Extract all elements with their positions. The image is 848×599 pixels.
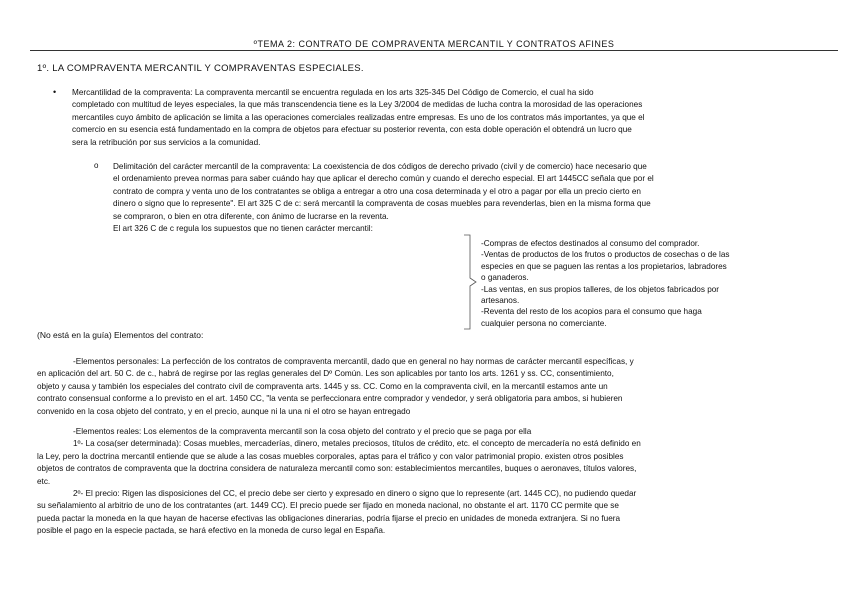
text-line: completado con multitud de leyes especiales, la que más transcendencia tiene es la Ley 3/2004 de medidas de lucha contra la morosidad de las operaciones bbox=[72, 100, 643, 110]
text-line: 2º- El precio: Rigen las disposiciones del CC, el precio debe ser cierto y expresado en dinero o signo que lo represente (art. 1445 CC), no pudiendo quedar bbox=[73, 489, 637, 499]
list-item: o ganaderos. bbox=[481, 273, 529, 283]
text-line: objetos de contratos de compraventa que la doctrina considera de naturaleza mercantil como son: establecimientos mercantiles, buques o aeronaves, títulos valores, bbox=[37, 464, 637, 474]
document-header: ºTEMA 2: CONTRATO DE COMPRAVENTA MERCANTIL Y CONTRATOS AFINES bbox=[253, 39, 615, 49]
list-item: especies en que se paguen las rentas a los propietarios, labradores bbox=[481, 261, 727, 271]
list-item: artesanos. bbox=[481, 296, 520, 306]
text-line: se compraron, o bien en otra diferente, con ánimo de lucrarse en la reventa. bbox=[113, 211, 389, 221]
text-line: Mercantilidad de la compraventa: La compraventa mercantil se encuentra regulada en los arts 325-345 Del Código de Comercio, el cual ha sido bbox=[72, 88, 594, 97]
text-line: posible el pago en la especie pactada, se hará efectivo en la moneda de curso legal en España. bbox=[37, 526, 386, 536]
bullet-mercantilidad bbox=[72, 87, 812, 149]
text-line: sera la retribución por sus servicios a la comunidad. bbox=[72, 137, 261, 147]
header-divider bbox=[30, 50, 838, 51]
text-line: comercio en su esencia está fundamentado en la compra de objetos para efectuar su posterior reventa, con esta doble operación el obtendrá un lucro que bbox=[72, 125, 632, 135]
sub-bullet-marker: o bbox=[94, 161, 99, 170]
list-item: cualquier persona no comerciante. bbox=[481, 318, 607, 328]
text-line: pueda pactar la moneda en la que hayan de hacerse efectivas las obligaciones dinerarias, podría fijarse el precio en unidades de moneda extranjera. Si no fuera bbox=[37, 513, 621, 523]
text-line: etc. bbox=[37, 476, 51, 486]
section-heading: 1º. LA COMPRAVENTA MERCANTIL Y COMPRAVENTAS ESPECIALES. bbox=[37, 63, 364, 74]
text-line: El art 326 C de c regula los supuestos que no tienen carácter mercantil: bbox=[113, 224, 373, 234]
list-item: -Reventa del resto de los acopios para el consumo que haga bbox=[481, 307, 702, 317]
bullet-marker: • bbox=[53, 87, 57, 97]
elements-note: (No está en la guía) Elementos del contrato: bbox=[37, 330, 204, 340]
text-line: en aplicación del art. 50 C. de c., habrá de regirse por las reglas generales del Dº Común. Les son aplicables por tanto los arts. 1261 y ss. CC, consentimiento, bbox=[37, 369, 614, 379]
text-line: 1º- La cosa(ser determinada): Cosas muebles, mercaderías, dinero, metales preciosos, títulos de crédito, etc. el concepto de mercadería no está definido en bbox=[73, 439, 641, 449]
text-line: la Ley, pero la doctrina mercantil entiende que se alude a las cosas muebles corporales, aptas para el tráfico y con valor patrimonial propio. existen otros posibles bbox=[37, 451, 624, 461]
list-item: -Las ventas, en sus propios talleres, de los objetos fabricados por bbox=[481, 284, 720, 294]
list-item: -Ventas de productos de los frutos o productos de cosechas o de las bbox=[481, 250, 730, 260]
text-line: su señalamiento al arbitrio de uno de los contratantes (art. 1449 CC). El precio puede ser fijado en moneda nacional, no obstante el art. 1170 CC permite que se bbox=[37, 501, 619, 511]
sub-bullet-delimitacion bbox=[113, 161, 813, 235]
brace-icon bbox=[462, 234, 478, 330]
text-line: -Elementos reales: Los elementos de la compraventa mercantil son la cosa objeto del contrato y el precio que se paga por ella bbox=[73, 427, 532, 436]
text-line: convenido en la cosa objeto del contrato, y en el precio, aunque ni la una ni el otro se hayan entregado bbox=[37, 406, 411, 416]
text-line: Delimitación del carácter mercantil de la compraventa: La coexistencia de dos códigos de derecho privado (civil y de comercio) hace necesario que bbox=[113, 162, 647, 171]
exceptions-list bbox=[481, 238, 811, 329]
real-elements-paragraph bbox=[37, 426, 817, 538]
text-line: contrato consensual conforme a lo previsto en el art. 1450 CC, "la venta se perfeccionara entre comprador y vendedor, y será obligatoria para ambos, si hubieren bbox=[37, 394, 623, 404]
list-item: -Compras de efectos destinados al consumo del comprador. bbox=[481, 239, 700, 248]
text-line: -Elementos personales: La perfección de los contratos de compraventa mercantil, dado que en general no hay normas de carácter mercantil específicas, y bbox=[73, 357, 634, 366]
text-line: el ordenamiento prevea normas para saber cuándo hay que aplicar el derecho común y cuando el derecho especial. El art 1445CC señala que por el bbox=[113, 174, 654, 184]
text-line: objeto y causa y también los especiales del contrato civil de compraventa arts. 1445 y ss. CC. Como en la compraventa civil, en la mercantil estamos ante un bbox=[37, 381, 608, 391]
text-line: mercantiles cuyo ámbito de aplicación se limita a las operaciones comerciales realizadas entre empresas. Es uno de los contratos más importantes, ya que el bbox=[72, 112, 645, 122]
personal-elements-paragraph bbox=[37, 356, 817, 418]
text-line: dinero o signo que lo represente". El art 325 C de c: será mercantil la compraventa de cosas muebles para revenderlas, bien en la misma forma que bbox=[113, 199, 651, 209]
text-line: contrato de compra y venta uno de los contratantes se obliga a entregar a otro una cosa determinada y el otro a pagar por ella un precio cierto en bbox=[113, 186, 641, 196]
